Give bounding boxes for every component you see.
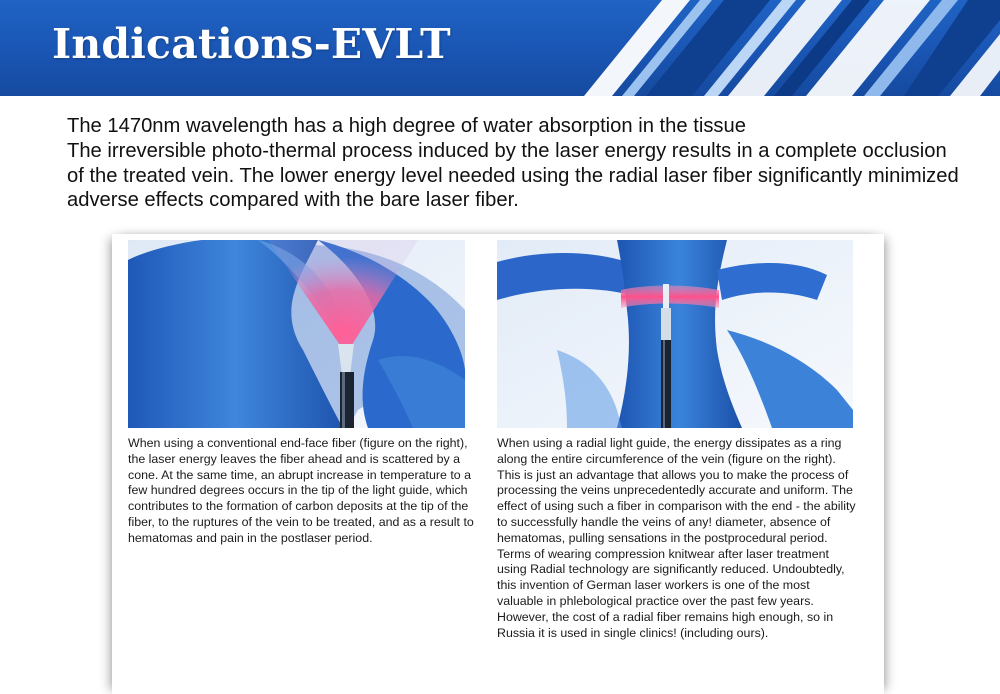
intro-text — [67, 114, 967, 213]
intro-line-water-absorption: The 1470nm wavelength has a high degree of water absorption in the tissue — [67, 115, 746, 137]
intro-paragraph-occlusion: The irreversible photo-thermal process induced by the laser energy results in a complete occlusion of the treated vein. The lower energy level needed using the radial laser fiber significantly minimized adverse effects compared with the bare laser fiber. — [67, 139, 959, 212]
radial-fiber-caption: When using a radial light guide, the energy dissipates as a ring along the entire circumference of the vein (figure on the right). This is just an advantage that allows you to make the process of processing the veins unprecedentedly accurate and uniform. The effect of using such a fiber in comparison with the end - the ability to successfully handle the veins of any! diameter, absence of hematomas, pulling sensations in the postprocedural period. Terms of wearing compression knitwear after laser treatment using Radial technology are significantly reduced. Undoubtedly, this invention of German laser workers is one of the most valuable in phlebological practice over the past few years. However, the cost of a radial fiber remains high enough, so in Russia it is used in single clinics! (including ours). — [497, 436, 856, 640]
end-face-fiber-caption: When using a conventional end-face fiber (figure on the right), the laser energy leaves the fiber ahead and is scattered by a cone. At the same time, an abrupt increase in temperature to a few hundred degrees occurs in the tip of the light guide, which contributes to the formation of carbon deposits at the tip of the fiber, to the ruptures of the vein to be treated, and as a result to hematomas and pain in the postlaser period. — [128, 436, 474, 545]
end-face-fiber-vein-illustration-icon — [128, 240, 465, 428]
slide-title: Indications-EVLT — [52, 20, 451, 68]
radial-fiber-vein-illustration-icon — [497, 240, 853, 428]
slide-header — [0, 0, 1000, 96]
